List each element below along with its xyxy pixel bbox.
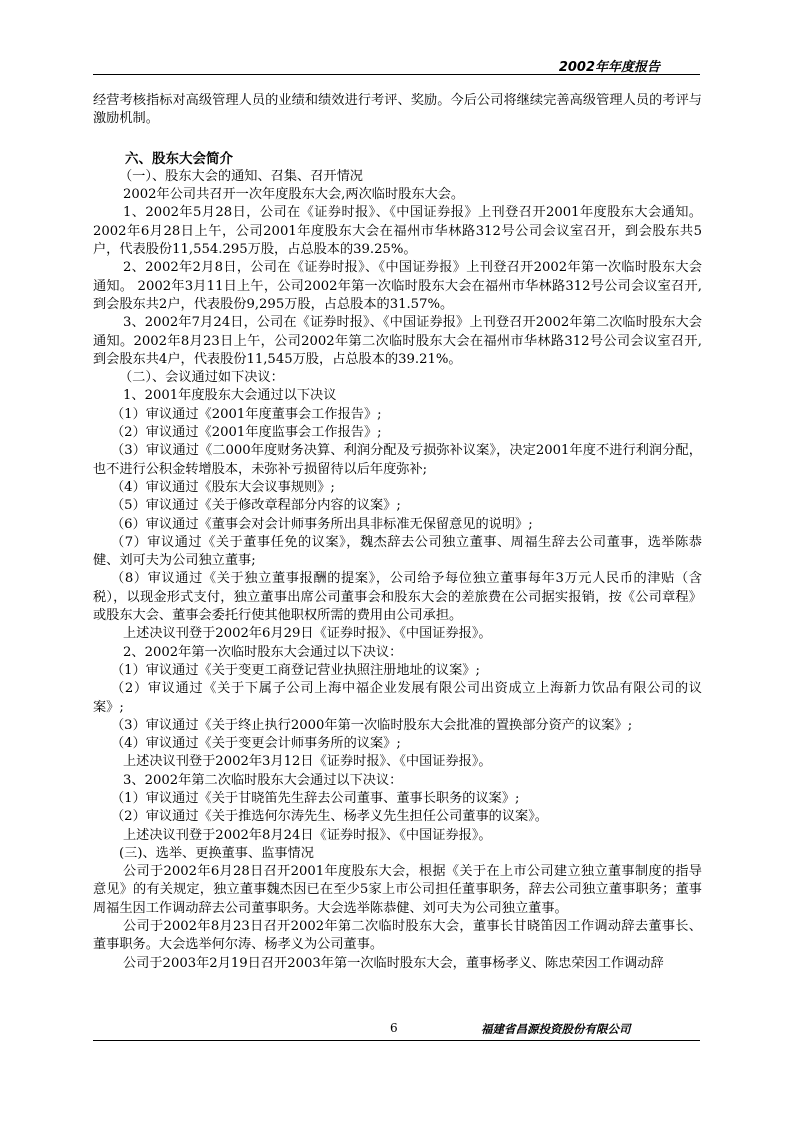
list-item: （7）审议通过《关于董事任免的议案》，魏杰辞去公司独立董事、周福生辞去公司董事，选举陈恭健、刘可夫为公司独立董事; — [93, 534, 702, 569]
paragraph: 3、2002年7月24日，公司在《证券时报》、《中国证券报》上刊登召开2002年第二次临时股东大会通知。2002年8月23日上午，公司2002年第二次临时股东大会在福州市华林路312号公司会议室召开,到会股东共4户，代表股份11,545万股，占总股本的39.21%。 — [93, 315, 702, 367]
list-item: （2）审议通过《关于下属子公司上海中福企业发展有限公司出资成立上海新力饮品有限公司的议案》; — [93, 681, 702, 715]
paragraph: 2、2002年2月8日，公司在《证券时报》、《中国证券报》上刊登召开2002年第一次临时股东大会通知。 2002年3月11日上午，公司2002年第一次临时股东大会在福州市华林路312号公司会议室召开,到会股东共2户，代表股份9,295万股，占总股本的31.57%。 — [93, 260, 702, 312]
header-divider — [93, 74, 700, 75]
paragraph: 上述决议刊登于2002年3月12日《证券时报》、《中国证券报》。 — [123, 754, 492, 770]
list-item: （4）审议通过《股东大会议事规则》; — [111, 479, 335, 495]
paragraph: 2、2002年第一次临时股东大会通过以下决议： — [123, 644, 403, 660]
paragraph: 上述决议刊登于2002年8月24日《证券时报》、《中国证券报》。 — [123, 827, 492, 843]
page-number: 6 — [390, 1021, 398, 1035]
paragraph: 3、2002年第二次临时股东大会通过以下决议： — [123, 772, 403, 788]
subsection-heading: （二）、会议通过如下决议： — [119, 370, 284, 386]
list-item: （2）审议通过《2001年度监事会工作报告》; — [111, 425, 382, 441]
report-header-title: 2002年年度报告 — [558, 60, 660, 75]
paragraph: 2002年公司共召开一次年度股东大会,两次临时股东大会。 — [123, 187, 465, 203]
document-body — [93, 92, 702, 973]
list-item: （4）审议通过《关于变更会计师事务所的议案》; — [111, 736, 401, 752]
paragraph: 1、2002年5月28日，公司在《证券时报》、《中国证券报》上刊登召开2001年度股东大会通知。2002年6月28日上午，公司2001年度股东大会在福州市华林路312号公司会议室召开，到会股东共5户，代表股份11,554.295万股，占总股本的39.25%。 — [93, 205, 702, 258]
paragraph: 公司于2002年6月28日召开2001年度股东大会，根据《关于在上市公司建立独立董事制度的指导意见》的有关规定，独立董事魏杰因已在至少5家上市公司担任董事职务，辞去公司独立董事职务；董事周福生因工作调动辞去公司董事职务。大会选举陈恭健、刘可夫为公司独立董事。 — [93, 864, 702, 916]
paragraph: 1、2001年度股东大会通过以下决议 — [123, 388, 337, 404]
list-item: （3）审议通过《二000年度财务决算、利润分配及亏损弥补议案》，决定2001年度不进行利润分配，也不进行公积金转增股本，未弥补亏损留待以后年度弥补; — [93, 443, 702, 477]
subsection-heading: (三)、选举、更换董事、监事情况 — [119, 845, 314, 861]
footer-divider — [93, 1040, 700, 1041]
footer-company-name: 福建省昌源投资股份有限公司 — [481, 1022, 631, 1036]
spacer — [93, 129, 702, 150]
subsection-heading: （一）、股东大会的通知、召集、召开情况 — [119, 168, 363, 184]
paragraph: 上述决议刊登于2002年6月29日《证券时报》、《中国证券报》。 — [123, 626, 492, 642]
list-item: （1）审议通过《2001年度董事会工作报告》; — [111, 406, 382, 422]
list-item: （2）审议通过《关于推选何尔涛先生、杨孝义先生担任公司董事的议案》。 — [111, 809, 548, 825]
paragraph: 经营考核指标对高级管理人员的业绩和绩效进行考评、奖励。今后公司将继续完善高级管理人员的考评与激励机制。 — [93, 93, 702, 127]
paragraph: 公司于2002年8月23日召开2002年第二次临时股东大会，董事长甘晓笛因工作调动辞去董事长、董事职务。大会选举何尔涛、杨孝义为公司董事。 — [93, 919, 702, 953]
list-item: （1）审议通过《关于甘晓笛先生辞去公司董事、董事长职务的议案》; — [111, 790, 520, 806]
list-item: （5）审议通过《关于修改章程部分内容的议案》; — [111, 498, 401, 514]
list-item: （6）审议通过《董事会对会计师事务所出具非标准无保留意见的说明》; — [111, 516, 533, 532]
section-title: 六、股东大会简介 — [125, 150, 233, 167]
paragraph: 公司于2003年2月19日召开2003年第一次临时股东大会，董事杨孝义、陈忠荣因工作调动辞 — [123, 955, 664, 971]
list-item: （1）审议通过《关于变更工商登记营业执照注册地址的议案》; — [111, 662, 480, 678]
list-item: （8）审议通过《关于独立董事报酬的提案》，公司给予每位独立董事每年3万元人民币的津贴（含税），以现金形式支付，独立董事出席公司董事会和股东大会的差旅费在公司据实报销，按《公司章程》或股东大会、董事会委托行使其他职权所需的费用由公司承担。 — [93, 571, 702, 624]
list-item: （3）审议通过《关于终止执行2000年第一次临时股东大会批准的置换部分资产的议案》; — [111, 717, 633, 733]
